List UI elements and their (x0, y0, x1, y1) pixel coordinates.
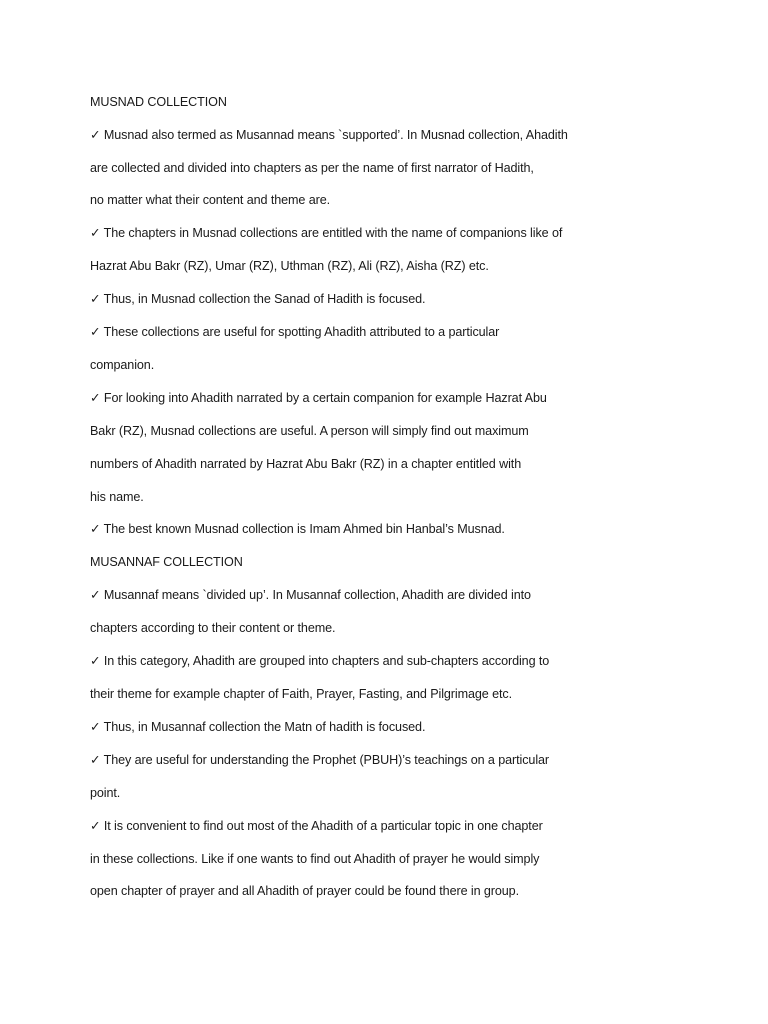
text-line: point. (90, 786, 121, 800)
text-line: are collected and divided into chapters as per the name of first narrator of Hadith, (90, 161, 534, 175)
text-line: his name. (90, 490, 144, 504)
text-line: ✓ Musannaf means `divided up’. In Musannaf collection, Ahadith are divided into (90, 588, 531, 602)
text-line: ✓ Musnad also termed as Musannad means `supported’. In Musnad collection, Ahadith (90, 128, 568, 142)
heading-musannaf-collection: MUSANNAF COLLECTION (90, 555, 243, 569)
text-line: ✓ It is convenient to find out most of the Ahadith of a particular topic in one chapter (90, 819, 543, 833)
text-line: no matter what their content and theme are. (90, 193, 331, 207)
text-line: ✓ The best known Musnad collection is Imam Ahmed bin Hanbal’s Musnad. (90, 522, 505, 536)
text-line: ✓ In this category, Ahadith are grouped into chapters and sub-chapters according to (90, 654, 550, 668)
text-line: ✓ These collections are useful for spotting Ahadith attributed to a particular (90, 325, 500, 339)
text-line: in these collections. Like if one wants to find out Ahadith of prayer he would simply (90, 852, 540, 866)
text-line: open chapter of prayer and all Ahadith of prayer could be found there in group. (90, 884, 519, 898)
text-line: companion. (90, 358, 155, 372)
text-line: ✓ They are useful for understanding the Prophet (PBUH)’s teachings on a particular (90, 753, 550, 767)
text-line: chapters according to their content or theme. (90, 621, 336, 635)
text-line: Bakr (RZ), Musnad collections are useful. A person will simply find out maximum (90, 424, 529, 438)
text-line: their theme for example chapter of Faith, Prayer, Fasting, and Pilgrimage etc. (90, 687, 512, 701)
text-line: ✓ For looking into Ahadith narrated by a certain companion for example Hazrat Abu (90, 391, 547, 405)
text-line: ✓ Thus, in Musnad collection the Sanad of Hadith is focused. (90, 292, 426, 306)
text-line: Hazrat Abu Bakr (RZ), Umar (RZ), Uthman (RZ), Ali (RZ), Aisha (RZ) etc. (90, 259, 489, 273)
text-line: numbers of Ahadith narrated by Hazrat Abu Bakr (RZ) in a chapter entitled with (90, 457, 522, 471)
text-line: ✓ The chapters in Musnad collections are entitled with the name of companions like of (90, 226, 563, 240)
heading-musnad-collection: MUSNAD COLLECTION (90, 95, 227, 109)
text-line: ✓ Thus, in Musannaf collection the Matn of hadith is focused. (90, 720, 426, 734)
